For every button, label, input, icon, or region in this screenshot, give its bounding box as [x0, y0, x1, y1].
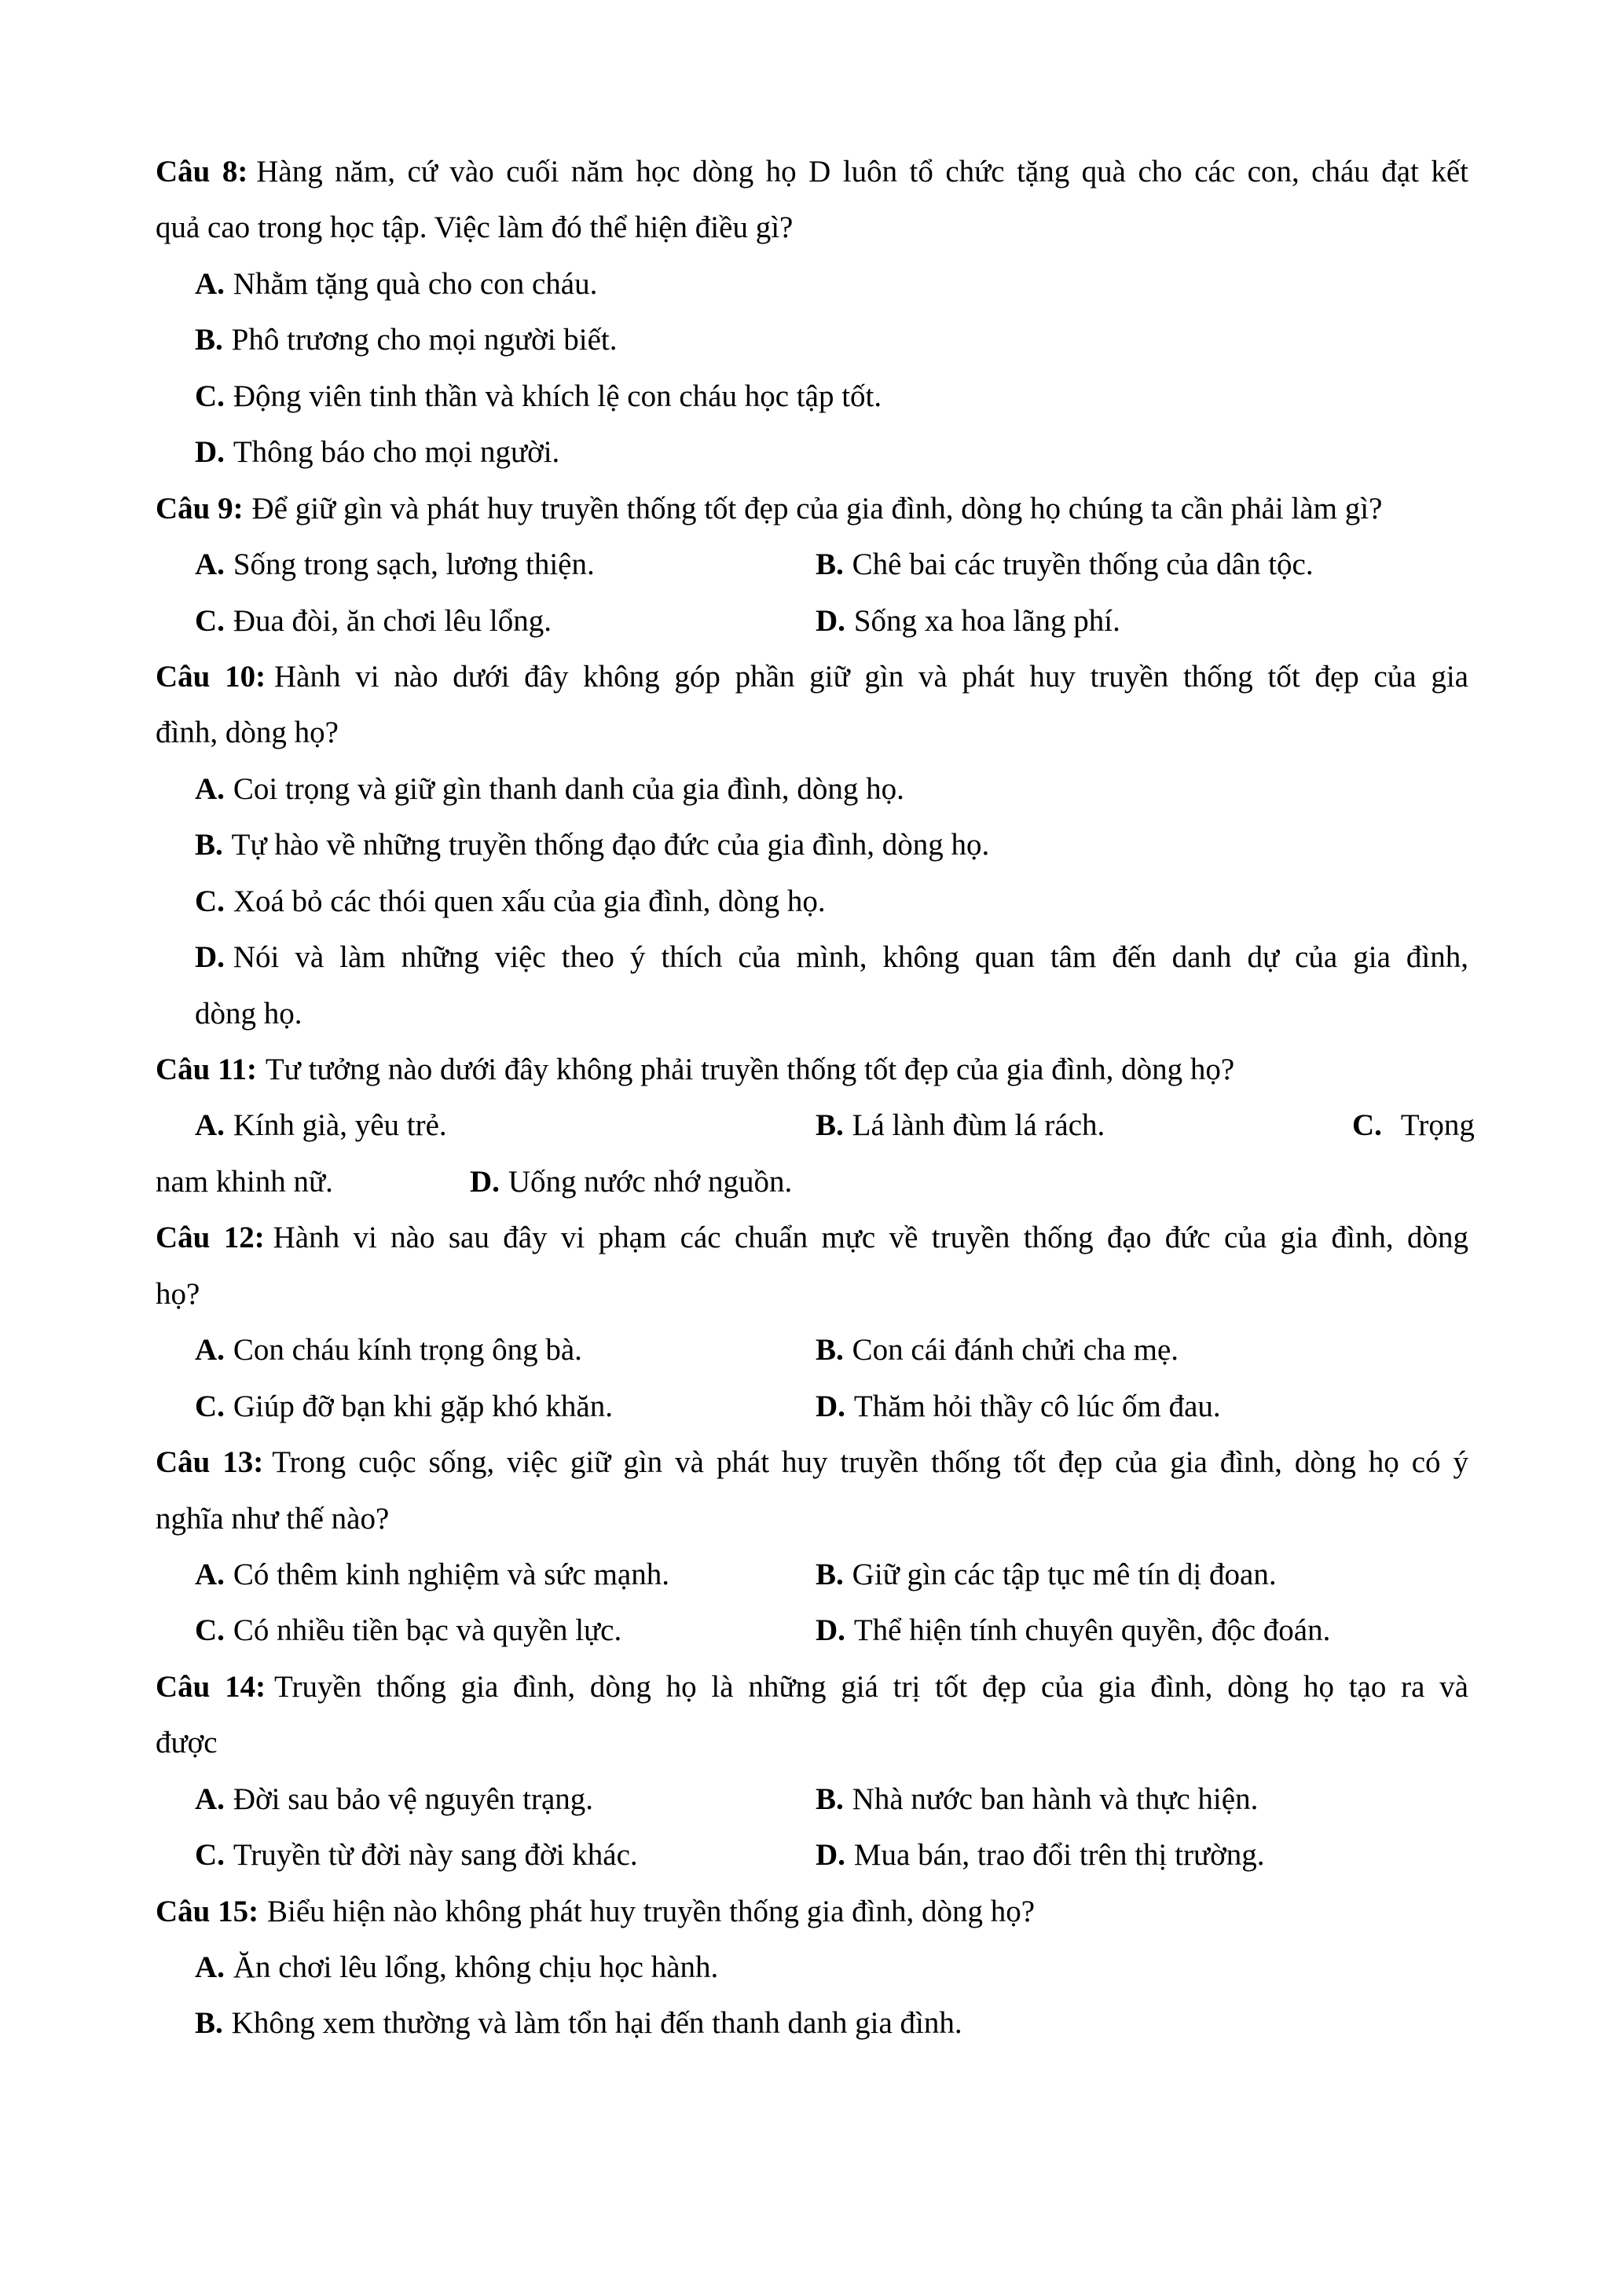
option-label: C. — [195, 884, 225, 918]
question-12-text: họ? — [156, 1276, 200, 1311]
question-9-option-c — [195, 593, 552, 649]
question-8-text: quả cao trong học tập. Việc làm đó thể hiện điều gì? — [156, 211, 794, 245]
option-label: B. — [816, 1108, 844, 1143]
option-text: Mua bán, trao đổi trên thị trường. — [853, 1838, 1265, 1873]
question-15-option-a — [156, 1939, 1468, 1995]
question-12-text: Hành vi nào sau đây vi phạm các chuẩn mực về truyền thống đạo đức của gia đình, dòng — [273, 1221, 1468, 1255]
question-14-text: Truyền thống gia đình, dòng họ là những giá trị tốt đẹp của gia đình, dòng họ tạo ra và — [274, 1669, 1468, 1704]
option-text: Tự hào về những truyền thống đạo đức của gia đình, dòng họ. — [231, 828, 990, 862]
question-14-number: Câu 14: — [156, 1669, 266, 1704]
option-text: Coi trọng và giữ gìn thanh danh của gia đình, dòng họ. — [233, 771, 904, 806]
option-text: Sống trong sạch, lương thiện. — [233, 547, 595, 582]
option-label: A. — [195, 1557, 225, 1591]
question-11-option-c-continuation — [156, 1154, 333, 1210]
question-12-options-row-1 — [156, 1322, 1468, 1378]
question-12-option-a — [195, 1322, 582, 1378]
question-11-option-c — [1352, 1097, 1475, 1153]
option-text: Nhằm tặng quà cho con cháu. — [233, 266, 598, 301]
option-text: Đời sau bảo vệ nguyên trạng. — [233, 1782, 594, 1816]
question-10-line-1 — [156, 649, 1468, 705]
question-13-text: Trong cuộc sống, việc giữ gìn và phát huy truyền thống tốt đẹp của gia đình, dòng họ có ý — [272, 1445, 1468, 1480]
option-label: D. — [470, 1164, 500, 1199]
question-10-text: đình, dòng họ? — [156, 716, 339, 750]
question-12-number: Câu 12: — [156, 1221, 265, 1255]
option-text: Không xem thường và làm tổn hại đến thanh danh gia đình. — [231, 2006, 962, 2041]
option-label: A. — [195, 1108, 225, 1143]
option-text: Thể hiện tính chuyên quyền, độc đoán. — [853, 1613, 1331, 1648]
question-11-line-1 — [156, 1042, 1468, 1097]
option-text: Thông báo cho mọi người. — [233, 435, 560, 470]
question-15-option-b — [156, 1995, 1468, 2051]
option-label: A. — [195, 1333, 225, 1368]
option-label: B. — [816, 1557, 844, 1591]
question-11-options-row-1 — [156, 1097, 1475, 1153]
option-label: A. — [195, 266, 225, 301]
question-13-text: nghĩa như thế nào? — [156, 1501, 390, 1536]
question-8-option-d — [156, 424, 1468, 480]
question-8-line-2 — [156, 200, 1468, 255]
option-text: Nói và làm những việc theo ý thích của mình, không quan tâm đến danh dự của gia đình, — [233, 940, 1468, 975]
question-13-options-row-2 — [156, 1602, 1468, 1658]
question-9-option-d — [816, 593, 1120, 649]
option-label: C. — [195, 1389, 225, 1423]
option-label: B. — [195, 323, 223, 357]
question-10-line-2 — [156, 705, 1468, 760]
question-14-options-row-2 — [156, 1827, 1468, 1883]
question-12-option-d — [816, 1379, 1221, 1434]
question-11-option-d — [470, 1154, 792, 1210]
question-15-text: Biểu hiện nào không phát huy truyền thống gia đình, dòng họ? — [267, 1894, 1036, 1928]
question-8-number: Câu 8: — [156, 155, 248, 189]
option-label: D. — [195, 435, 225, 470]
option-label: C. — [195, 379, 225, 413]
question-14-line-1 — [156, 1659, 1468, 1715]
option-text: Có thêm kinh nghiệm và sức mạnh. — [233, 1557, 669, 1591]
option-text: Con cái đánh chửi cha mẹ. — [852, 1333, 1179, 1368]
option-label: A. — [195, 771, 225, 806]
question-11-text: Tư tưởng nào dưới đây không phải truyền thống tốt đẹp của gia đình, dòng họ? — [265, 1053, 1235, 1086]
question-12-options-row-2 — [156, 1379, 1468, 1434]
question-8-option-c — [156, 368, 1468, 424]
option-text: Chê bai các truyền thống của dân tộc. — [852, 547, 1314, 582]
question-9-options-row-1 — [156, 536, 1468, 592]
option-label: D. — [816, 1838, 845, 1873]
question-8-option-a — [156, 256, 1468, 312]
question-12-option-b — [816, 1322, 1179, 1378]
option-text: Truyền từ đời này sang đời khác. — [233, 1838, 638, 1873]
option-text: Ăn chơi lêu lổng, không chịu học hành. — [233, 1950, 719, 1984]
question-10-number: Câu 10: — [156, 659, 266, 694]
question-8-line-1 — [156, 144, 1468, 200]
option-label: C. — [195, 1838, 225, 1873]
question-11-option-b — [816, 1097, 1105, 1153]
question-8-text: Hàng năm, cứ vào cuối năm học dòng họ D luôn tổ chức tặng quà cho các con, cháu đạt kết — [256, 155, 1468, 189]
option-text: Uống nước nhớ nguồn. — [508, 1164, 793, 1199]
option-label: B. — [816, 1333, 844, 1368]
question-14-option-b — [816, 1771, 1258, 1827]
option-text: dòng họ. — [195, 996, 302, 1031]
question-15-number: Câu 15: — [156, 1894, 259, 1928]
option-label: A. — [195, 1782, 225, 1816]
question-10-option-d-line-1 — [156, 929, 1468, 985]
option-text: Lá lành đùm lá rách. — [852, 1108, 1105, 1143]
question-12-line-1 — [156, 1210, 1468, 1265]
question-11-number: Câu 11: — [156, 1053, 257, 1086]
question-14-options-row-1 — [156, 1771, 1468, 1827]
option-label: C. — [195, 603, 225, 638]
option-text: nam khinh nữ. — [156, 1164, 333, 1199]
option-label: D. — [816, 603, 845, 638]
question-12-line-2 — [156, 1266, 1468, 1322]
question-13-line-2 — [156, 1491, 1468, 1547]
option-text: Thăm hỏi thầy cô lúc ốm đau. — [853, 1389, 1221, 1423]
option-text: Kính già, yêu trẻ. — [233, 1108, 447, 1143]
question-11-option-a — [195, 1097, 447, 1153]
question-12-option-c — [195, 1379, 613, 1434]
question-10-option-b — [156, 817, 1468, 873]
option-text: Đua đòi, ăn chơi lêu lổng. — [233, 603, 552, 638]
option-text: Động viên tinh thần và khích lệ con cháu học tập tốt. — [233, 379, 882, 413]
question-11-options-row-2 — [156, 1154, 1468, 1210]
option-label: B. — [816, 1782, 844, 1816]
option-text: Giúp đỡ bạn khi gặp khó khăn. — [233, 1389, 613, 1423]
option-text: Phô trương cho mọi người biết. — [231, 323, 618, 357]
question-14-option-c — [195, 1827, 638, 1883]
option-label: D. — [816, 1389, 845, 1423]
option-text: Nhà nước ban hành và thực hiện. — [852, 1782, 1259, 1816]
question-8-option-b — [156, 312, 1468, 368]
option-label: D. — [195, 940, 225, 975]
option-text: Xoá bỏ các thói quen xấu của gia đình, dòng họ. — [233, 884, 826, 918]
option-label: C. — [1352, 1108, 1382, 1143]
option-label: A. — [195, 547, 225, 582]
question-14-line-2 — [156, 1715, 1468, 1771]
question-9-text: Để giữ gìn và phát huy truyền thống tốt đẹp của gia đình, dòng họ chúng ta cần phải làm gì? — [251, 491, 1383, 525]
question-13-options-row-1 — [156, 1547, 1468, 1602]
question-10-text: Hành vi nào dưới đây không góp phần giữ gìn và phát huy truyền thống tốt đẹp của gia — [273, 659, 1468, 694]
question-13-option-d — [816, 1602, 1330, 1658]
option-text: Sống xa hoa lãng phí. — [853, 603, 1120, 638]
option-label: B. — [195, 828, 223, 862]
option-text: Con cháu kính trọng ông bà. — [233, 1333, 582, 1368]
option-text: Có nhiều tiền bạc và quyền lực. — [233, 1613, 622, 1648]
document-content — [156, 144, 1475, 2052]
question-9-line-1 — [156, 481, 1468, 536]
option-label: A. — [195, 1950, 225, 1984]
question-13-option-a — [195, 1547, 669, 1602]
question-10-option-d-line-2 — [156, 986, 1468, 1042]
question-14-option-a — [195, 1771, 593, 1827]
question-13-option-c — [195, 1602, 621, 1658]
question-9-options-row-2 — [156, 593, 1468, 649]
question-9-option-a — [195, 536, 595, 592]
question-14-option-d — [816, 1827, 1264, 1883]
option-text: Trọng — [1400, 1108, 1475, 1143]
question-15-line-1 — [156, 1884, 1468, 1939]
question-10-option-c — [156, 873, 1468, 929]
question-13-number: Câu 13: — [156, 1445, 264, 1480]
option-label: B. — [816, 547, 844, 582]
question-14-text: được — [156, 1726, 218, 1760]
question-13-line-1 — [156, 1434, 1468, 1490]
option-label: B. — [195, 2006, 223, 2041]
question-13-option-b — [816, 1547, 1277, 1602]
option-text: Giữ gìn các tập tục mê tín dị đoan. — [852, 1557, 1277, 1591]
question-9-option-b — [816, 536, 1314, 592]
option-label: D. — [816, 1613, 845, 1648]
option-label: C. — [195, 1613, 225, 1648]
question-10-option-a — [156, 761, 1468, 817]
question-9-number: Câu 9: — [156, 491, 244, 525]
